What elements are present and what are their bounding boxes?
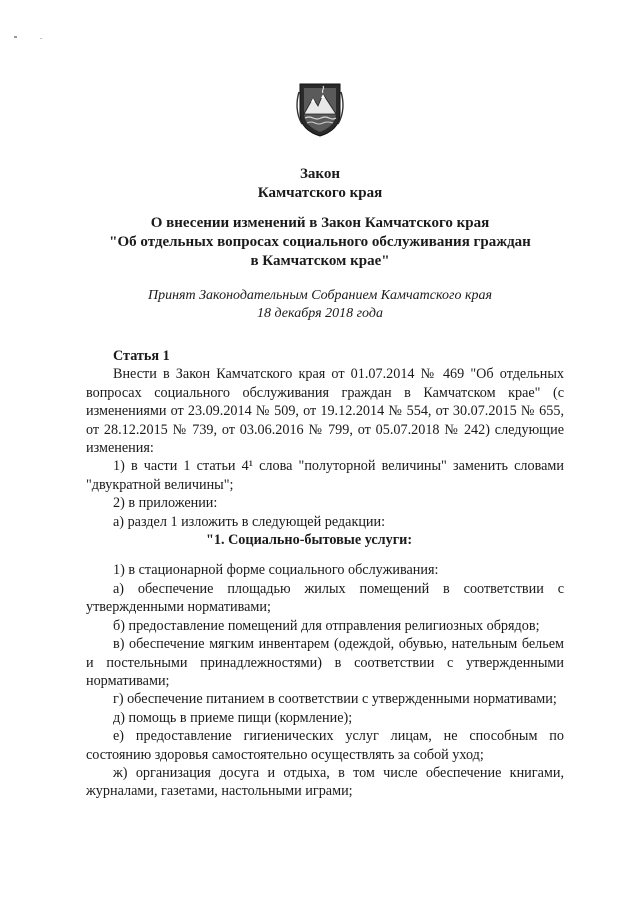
law-region: Камчатского края <box>257 185 383 201</box>
list-item: г) обеспечение питанием в соответствии с утвержденными нормативами; <box>113 691 557 708</box>
law-subtitle-block <box>100 214 540 271</box>
law-title-block <box>100 165 540 203</box>
list-item: д) помощь в приеме пищи (кормление); <box>113 709 353 726</box>
adoption-date: 18 декабря 2018 года <box>257 306 383 321</box>
article-body <box>86 347 564 801</box>
list-item: е) предоставление гигиенических услуг лицам, не способным по состоянию здоровья самостоятельно осуществлять за собой уход; <box>86 728 564 763</box>
law-subtitle-line: в Камчатском крае" <box>250 253 390 269</box>
list-item: б) предоставление помещений для отправления религиозных обрядов; <box>113 617 540 634</box>
list-item: а) обеспечение площадью жилых помещений в соответствии с утвержденными нормативами; <box>86 580 564 616</box>
law-title: Закон <box>299 166 340 182</box>
scan-artifact <box>14 36 17 38</box>
paragraph: 2) в приложении: <box>113 495 218 512</box>
scan-artifact <box>40 38 42 39</box>
list-item: в) обеспечение мягким инвентарем (одеждой, обувью, нательным бельем и постельными принадлежностями) в соответствии с утвержденными нормативами; <box>86 636 564 689</box>
list-item: 1) в стационарной форме социального обслуживания: <box>113 562 439 579</box>
coat-of-arms-emblem <box>296 78 344 138</box>
article-heading: Статья 1 <box>113 348 170 364</box>
law-subtitle-line: О внесении изменений в Закон Камчатского края <box>150 215 490 231</box>
paragraph: 1) в части 1 статьи 4¹ слова "полуторной величины" заменить словами "двукратной величины"; <box>86 458 564 493</box>
adoption-note <box>100 287 540 323</box>
adoption-body: Принят Законодательным Собранием Камчатского края <box>147 288 493 303</box>
paragraph: Внести в Закон Камчатского края от 01.07.2014 № 469 "Об отдельных вопросах социального обслуживания граждан в Камчатском крае" (с изменениями от 23.09.2014 № 509, от 19.12.2014 № 554, от 30.07.2015 № 655, от 28.12.2015 № 739, от 03.06.2016 № 799, от 05.07.2018 № 242) следующие изменения: <box>86 366 564 457</box>
law-subtitle-line: "Об отдельных вопросах социального обслуживания граждан <box>109 234 531 250</box>
section-title: "1. Социально-бытовые услуги: <box>206 532 413 549</box>
paragraph: а) раздел 1 изложить в следующей редакции: <box>113 513 386 530</box>
list-item: ж) организация досуга и отдыха, в том числе обеспечение книгами, журналами, газетами, настольными играми; <box>86 764 564 800</box>
